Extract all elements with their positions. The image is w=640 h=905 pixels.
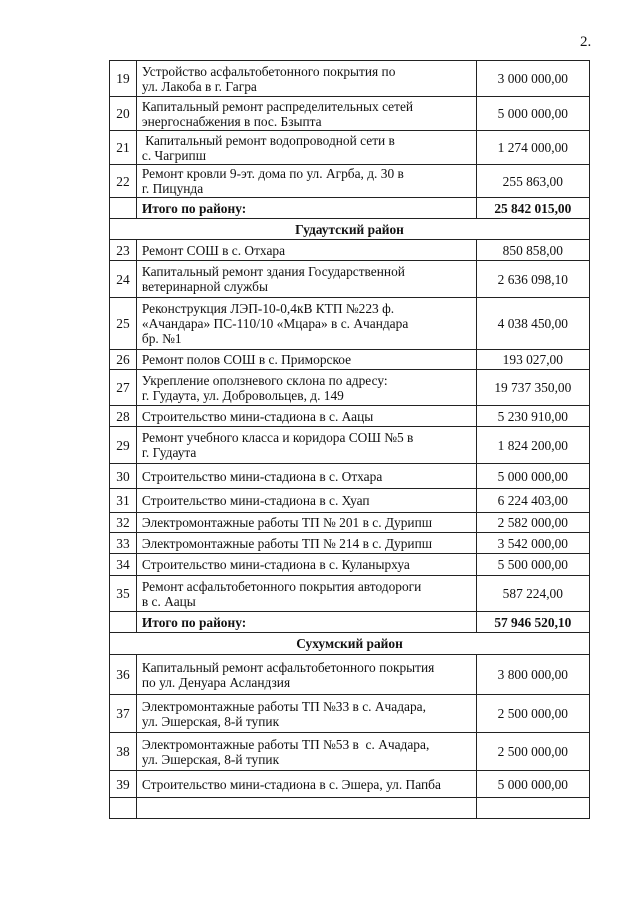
row-amount: 5 230 910,00: [476, 406, 589, 427]
description-line: Электромонтажные работы ТП № 201 в с. Дурипш: [141, 515, 433, 530]
row-number: 35: [110, 576, 137, 612]
row-description: [136, 533, 476, 554]
row-amount: 587 224,00: [476, 576, 589, 612]
description-line: Капитальный ремонт водопроводной сети в: [141, 132, 395, 148]
description-line: бр. №1: [141, 331, 182, 346]
table-row: [110, 298, 590, 350]
row-number: 23: [110, 240, 137, 261]
row-number: 24: [110, 261, 137, 298]
table-row: [110, 97, 590, 131]
row-description: [136, 298, 476, 350]
total-amount: 25 842 015,00: [476, 198, 589, 219]
empty-cell: [136, 798, 476, 819]
description-line: Ремонт СОШ в с. Отхара: [141, 242, 286, 258]
row-number: 33: [110, 533, 137, 554]
empty-cell: [110, 798, 137, 819]
row-number: 25: [110, 298, 137, 350]
table-row: [110, 131, 590, 165]
description-line: ул. Эшерская, 8-й тупик: [141, 751, 280, 767]
row-number: 21: [110, 131, 137, 165]
total-label: Итого по району:: [136, 198, 476, 219]
description-line: энергоснабжения в пос. Бзыпта: [141, 113, 322, 129]
empty-cell: [476, 798, 589, 819]
row-number: 20: [110, 97, 137, 131]
description-line: по ул. Денуара Асландзия: [141, 674, 291, 690]
row-number: 34: [110, 554, 137, 576]
row-number: 39: [110, 771, 137, 798]
budget-table: [109, 60, 590, 819]
row-amount: 1 274 000,00: [476, 131, 589, 165]
district-header: Гудаутский район: [110, 219, 590, 240]
district-header-row: [110, 219, 590, 240]
row-description: [136, 240, 476, 261]
description-line: Строительство мини-стадиона в с. Куланырхуа: [141, 557, 410, 572]
description-line: Ремонт полов СОШ в с. Приморское: [141, 352, 352, 367]
row-amount: 3 542 000,00: [476, 533, 589, 554]
table-row: [110, 464, 590, 489]
row-description: [136, 576, 476, 612]
description-line: Строительство мини-стадиона в с. Аацы: [141, 408, 374, 424]
row-amount: 3 000 000,00: [476, 61, 589, 97]
row-description: [136, 131, 476, 165]
row-amount: 6 224 403,00: [476, 489, 589, 513]
row-amount: 5 000 000,00: [476, 464, 589, 489]
row-number: 26: [110, 350, 137, 370]
description-line: «Ачандара» ПС-110/10 «Мцара» в с. Ачандара: [141, 316, 409, 331]
table-row: [110, 771, 590, 798]
table-row: [110, 427, 590, 464]
row-amount: 5 500 000,00: [476, 554, 589, 576]
description-line: в с. Аацы: [141, 593, 196, 609]
table-row: [110, 489, 590, 513]
description-line: Капитальный ремонт асфальтобетонного покрытия: [141, 659, 435, 675]
row-amount: 1 824 200,00: [476, 427, 589, 464]
table-row: [110, 733, 590, 771]
description-line: Укрепление оползневого склона по адресу:: [141, 372, 388, 388]
total-amount: 57 946 520,10: [476, 612, 589, 633]
description-line: Капитальный ремонт здания Государственной: [141, 264, 405, 279]
description-line: Электромонтажные работы ТП №33 в с. Ачадара,: [141, 698, 426, 714]
description-line: ул. Эшерская, 8-й тупик: [141, 713, 280, 729]
description-line: ветеринарной службы: [141, 279, 268, 294]
row-description: [136, 695, 476, 733]
row-description: [136, 97, 476, 131]
row-description: [136, 165, 476, 198]
row-amount: 4 038 450,00: [476, 298, 589, 350]
row-number: 37: [110, 695, 137, 733]
row-number: 32: [110, 513, 137, 533]
table-row: [110, 406, 590, 427]
empty-cell: [110, 612, 137, 633]
row-amount: 850 858,00: [476, 240, 589, 261]
description-line: Реконструкция ЛЭП-10-0,4кВ КТП №223 ф.: [141, 301, 395, 316]
row-description: [136, 554, 476, 576]
row-number: 31: [110, 489, 137, 513]
district-header-row: [110, 633, 590, 655]
description-line: ул. Лакоба в г. Гагра: [141, 78, 257, 94]
district-total-row: [110, 612, 590, 633]
total-label: Итого по району:: [136, 612, 476, 633]
description-line: Ремонт асфальтобетонного покрытия автодороги: [141, 578, 422, 594]
description-line: Строительство мини-стадиона в с. Эшера, ул. Папба: [141, 776, 441, 792]
row-description: [136, 513, 476, 533]
row-amount: 255 863,00: [476, 165, 589, 198]
description-line: г. Гудаута, ул. Добровольцев, д. 149: [141, 387, 344, 403]
table-row: [110, 165, 590, 198]
table-row: [110, 61, 590, 97]
row-amount: 2 500 000,00: [476, 733, 589, 771]
row-description: [136, 464, 476, 489]
row-description: [136, 427, 476, 464]
row-description: [136, 655, 476, 695]
budget-table-body: [110, 61, 590, 819]
row-number: 27: [110, 370, 137, 406]
row-description: [136, 489, 476, 513]
row-number: 28: [110, 406, 137, 427]
description-line: Строительство мини-стадиона в с. Хуап: [141, 493, 370, 508]
row-description: [136, 350, 476, 370]
row-amount: 2 500 000,00: [476, 695, 589, 733]
table-row: [110, 261, 590, 298]
row-amount: 5 000 000,00: [476, 771, 589, 798]
district-total-row: [110, 198, 590, 219]
row-number: 29: [110, 427, 137, 464]
description-line: Электромонтажные работы ТП № 214 в с. Дурипш: [141, 535, 433, 551]
row-description: [136, 733, 476, 771]
row-number: 19: [110, 61, 137, 97]
row-description: [136, 406, 476, 427]
row-number: 36: [110, 655, 137, 695]
row-amount: 193 027,00: [476, 350, 589, 370]
description-line: с. Чагрипш: [141, 147, 207, 163]
table-row: [110, 350, 590, 370]
description-line: Устройство асфальтобетонного покрытия по: [141, 63, 396, 79]
description-line: Электромонтажные работы ТП №53 в с. Ачадара,: [141, 736, 430, 752]
row-amount: 2 636 098,10: [476, 261, 589, 298]
description-line: Строительство мини-стадиона в с. Отхара: [141, 468, 383, 484]
table-row: [110, 695, 590, 733]
description-line: Ремонт учебного класса и коридора СОШ №5 в: [141, 430, 414, 445]
table-row: [110, 533, 590, 554]
row-description: [136, 370, 476, 406]
table-row: [110, 576, 590, 612]
description-line: Ремонт кровли 9-эт. дома по ул. Агрба, д. 30 в: [141, 166, 404, 181]
blank-row: [110, 798, 590, 819]
description-line: г. Пицунда: [141, 181, 204, 196]
table-row: [110, 240, 590, 261]
description-line: г. Гудаута: [141, 445, 197, 460]
row-amount: 3 800 000,00: [476, 655, 589, 695]
row-description: [136, 261, 476, 298]
table-row: [110, 370, 590, 406]
description-line: Капитальный ремонт распределительных сетей: [141, 98, 414, 114]
page-number: 2.: [580, 34, 592, 50]
table-row: [110, 513, 590, 533]
table-row: [110, 554, 590, 576]
empty-cell: [110, 198, 137, 219]
row-amount: 2 582 000,00: [476, 513, 589, 533]
row-amount: 5 000 000,00: [476, 97, 589, 131]
row-amount: 19 737 350,00: [476, 370, 589, 406]
row-number: 38: [110, 733, 137, 771]
row-description: [136, 771, 476, 798]
row-number: 30: [110, 464, 137, 489]
row-number: 22: [110, 165, 137, 198]
district-header: Сухумский район: [110, 633, 590, 655]
row-description: [136, 61, 476, 97]
table-row: [110, 655, 590, 695]
